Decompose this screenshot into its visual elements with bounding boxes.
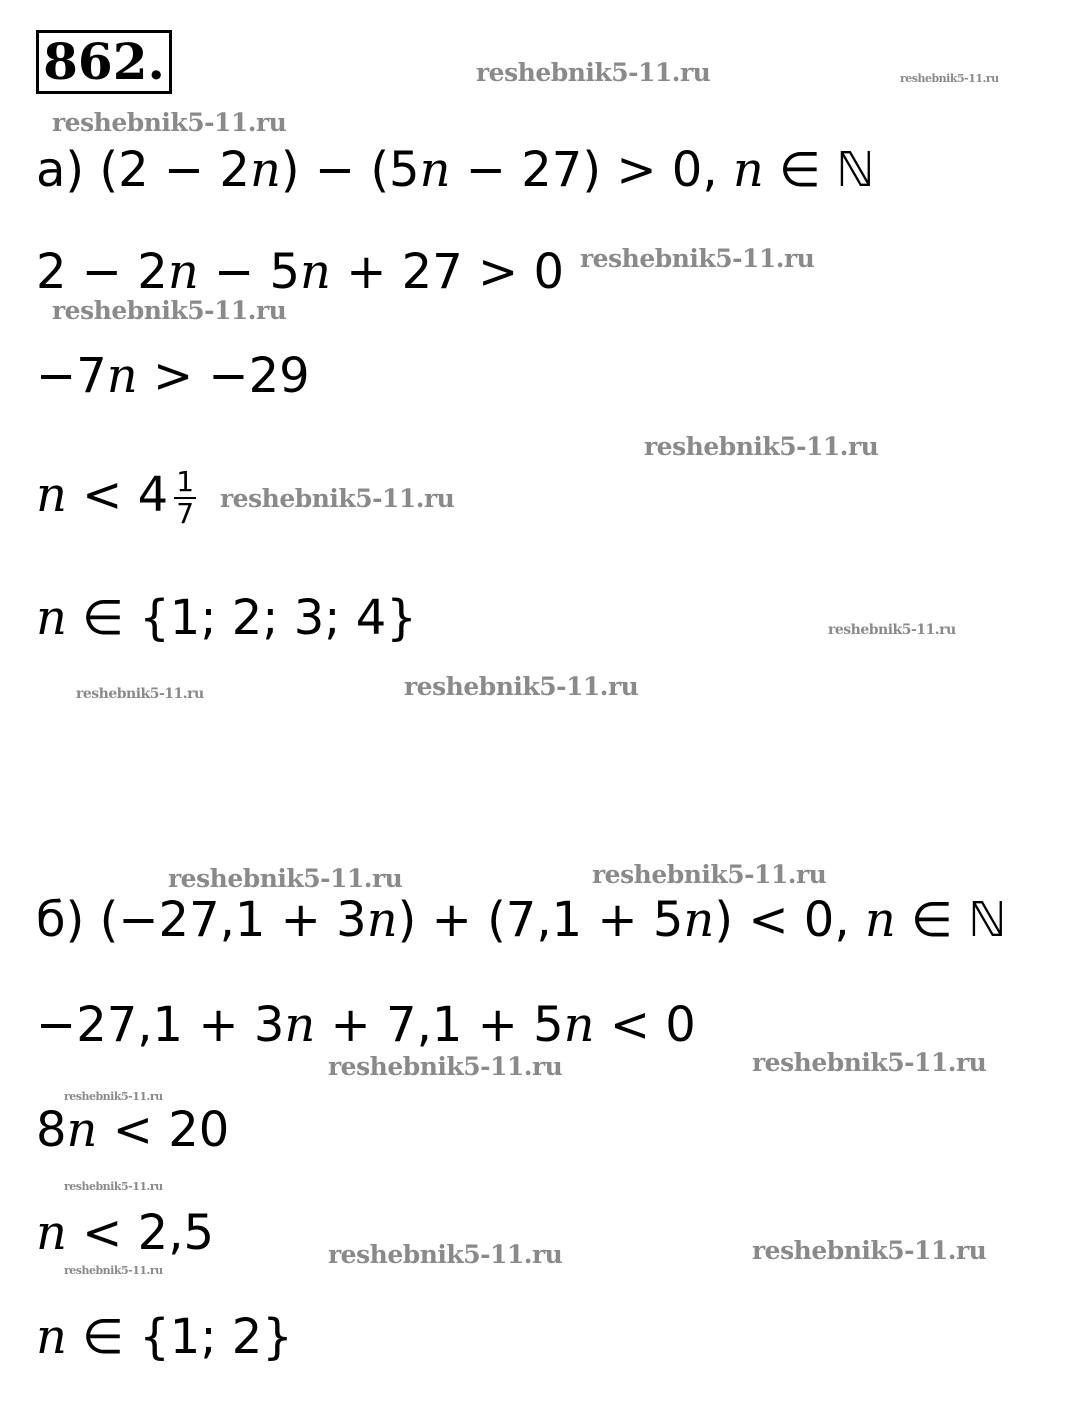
problem-number: 862. [36,30,172,94]
fraction-one-seventh: $\frac{1}{7}$ [176,465,195,530]
watermark: reshebnik5-11.ru [644,432,879,461]
part-b-step-2: 8n < 20 [36,1102,230,1158]
watermark: reshebnik5-11.ru [404,672,639,701]
part-b-condition: б) (−27,1 + 3n) + (7,1 + 5n) < 0, n ∈ ℕ [36,892,1007,948]
watermark: reshebnik5-11.ru [52,296,287,325]
watermark: reshebnik5-11.ru [64,1180,163,1193]
watermark: reshebnik5-11.ru [328,1240,563,1269]
part-b-step-1: −27,1 + 3n + 7,1 + 5n < 0 [36,997,696,1053]
part-a-step-3: n < 4 $\frac{1}{7}$ [36,465,195,530]
watermark: reshebnik5-11.ru [52,108,287,137]
part-a-step-1: 2 − 2n − 5n + 27 > 0 [36,244,565,300]
watermark: reshebnik5-11.ru [752,1048,987,1077]
watermark: reshebnik5-11.ru [220,484,455,513]
watermark: reshebnik5-11.ru [828,622,956,638]
watermark: reshebnik5-11.ru [64,1090,163,1103]
watermark: reshebnik5-11.ru [592,860,827,889]
watermark: reshebnik5-11.ru [76,686,204,702]
part-b-step-3: n < 2,5 [36,1205,214,1261]
watermark: reshebnik5-11.ru [900,72,999,85]
part-b-answer: n ∈ {1; 2} [36,1309,293,1365]
part-a-step-2: −7n > −29 [36,348,310,404]
part-a-condition: а) (2 − 2n) − (5n − 27) > 0, n ∈ ℕ [36,142,875,198]
watermark: reshebnik5-11.ru [752,1236,987,1265]
watermark: reshebnik5-11.ru [168,864,403,893]
watermark: reshebnik5-11.ru [328,1052,563,1081]
watermark: reshebnik5-11.ru [476,58,711,87]
watermark: reshebnik5-11.ru [580,244,815,273]
part-a-answer: n ∈ {1; 2; 3; 4} [36,590,417,646]
watermark: reshebnik5-11.ru [64,1264,163,1277]
